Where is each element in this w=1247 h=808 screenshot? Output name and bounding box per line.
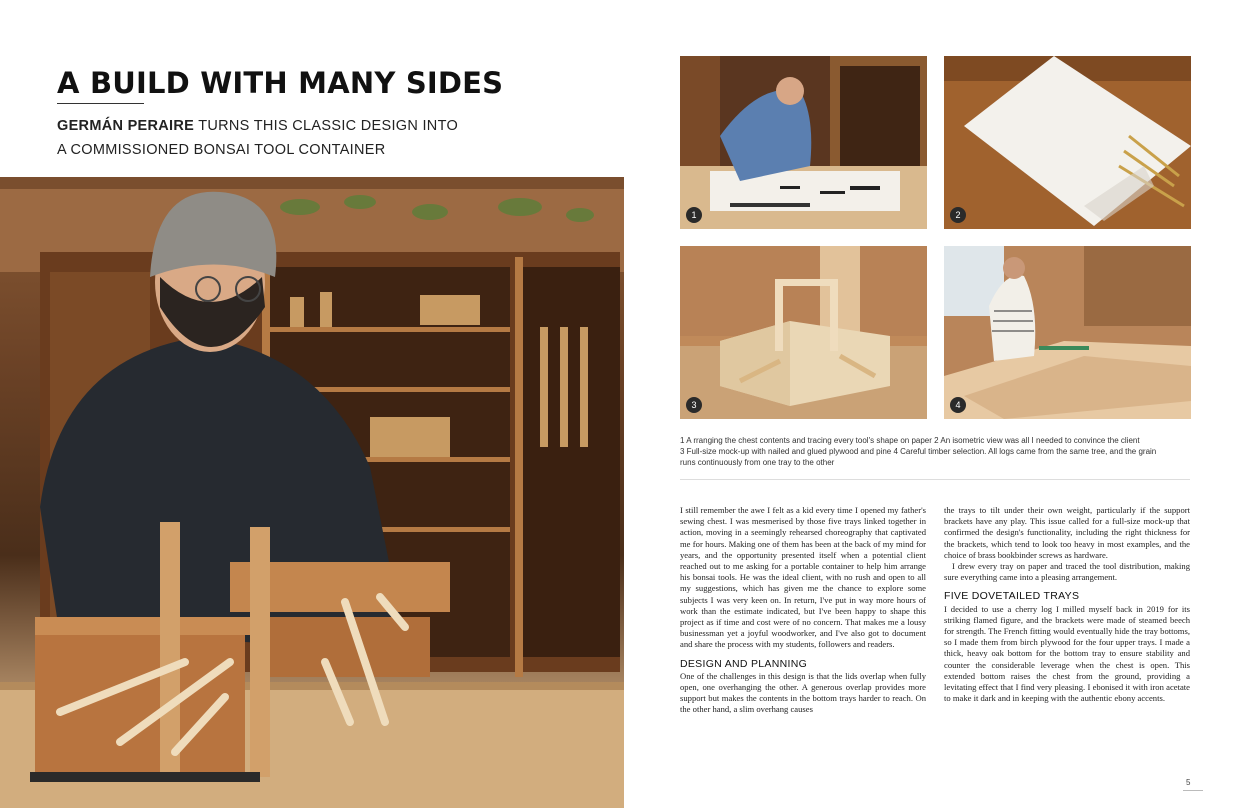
heading-design-planning: DESIGN AND PLANNING xyxy=(680,657,808,670)
design-paragraph-continued: the trays to tilt under their own weight, particularly if the support brackets have any play. This issue called for a full-size mock-up that confirmed the design's functionality, including the right thickness for the brackets, which tend to look too heavy in most examples, and the choice of brass bookbinder screws as hardware. xyxy=(944,505,1190,560)
photo-4-number: 4 xyxy=(950,397,966,413)
photo-3 xyxy=(680,246,927,419)
photo-captions xyxy=(680,435,1190,468)
design-paragraph: One of the challenges in this design is that the lids overlap when fully open, one overhanging the other. A generous overlap provides more support but makes the contents in the bottom trays harder to reach. On the other hand, a slim overhang causes xyxy=(680,670,926,715)
photo-4 xyxy=(944,246,1191,419)
page-number-rule xyxy=(1183,790,1203,791)
subtitle-line1: TURNS THIS CLASSIC DESIGN INTO xyxy=(194,118,459,134)
article-subtitle xyxy=(57,114,477,162)
photo-2 xyxy=(944,56,1191,229)
title-divider xyxy=(57,103,144,104)
trays-paragraph: I decided to use a cherry log I milled myself back in 2019 for its striking flamed figure, and the brackets were made of steamed beech for strength. The French fitting would eventually hide the tray bottoms, so I made them from birch plywood for the four upper trays. I made a thick, heavy oak bottom for the bottom tray to ensure stability and counter the considerable leverage when the chest is open. This extended bottom raises the chest from the ground, providing a levitating effect that I find very pleasing. I ebonised it with iron acetate to make it dark and in keeping with the authentic ebony accents. xyxy=(944,603,1190,704)
photo-1-number: 1 xyxy=(686,207,702,223)
article-column-2 xyxy=(944,505,1190,704)
hero-photo xyxy=(0,177,624,808)
heading-five-dovetailed-trays: FIVE DOVETAILED TRAYS xyxy=(944,590,1080,603)
caption-line-2: 3 Full-size mock-up with nailed and glued plywood and pine 4 Careful timber selection. All logs came from the same tree, and the grain xyxy=(680,447,1157,456)
caption-divider xyxy=(680,479,1190,480)
author-name: GERMÁN PERAIRE xyxy=(57,118,195,134)
photo-1 xyxy=(680,56,927,229)
intro-paragraph: I still remember the awe I felt as a kid every time I opened my father's sewing chest. I was mesmerised by those five trays linked together in action, moving in a seemingly rehearsed choreography that captivated me for hours. Making one of them has been at the back of my mind for years, and the opportunity presented itself when a potential client reached out to me asking for a portable container to help him arrange his bonsai tools. He was the ideal client, with no rush and open to all my suggestions, which has given me the chance to explore some subjects I was very keen on. In return, I've put in way more hours of work than the estimate indicated, but I've been happy to shape this project as if time and cost were of no concern. That makes me a lousy businessman yet a joyful woodworker, and I've also got to document and share the process with my students, followers and readers. xyxy=(680,505,926,650)
photo-2-number: 2 xyxy=(950,207,966,223)
article-title: A BUILD WITH MANY SIDES xyxy=(57,66,504,100)
subtitle-line2: A COMMISSIONED BONSAI TOOL CONTAINER xyxy=(57,142,386,158)
photo-3-number: 3 xyxy=(686,397,702,413)
article-column-1 xyxy=(680,505,926,727)
drew-paragraph: I drew every tray on paper and traced the tool distribution, making sure everything came into a pleasing arrangement. xyxy=(944,561,1190,583)
caption-line-3: runs continuously from one tray to the other xyxy=(680,458,835,467)
caption-line-1: 1 A rranging the chest contents and tracing every tool's shape on paper 2 An isometric view was all I needed to convince the client xyxy=(680,436,1140,445)
page-number: 5 xyxy=(1186,778,1191,787)
